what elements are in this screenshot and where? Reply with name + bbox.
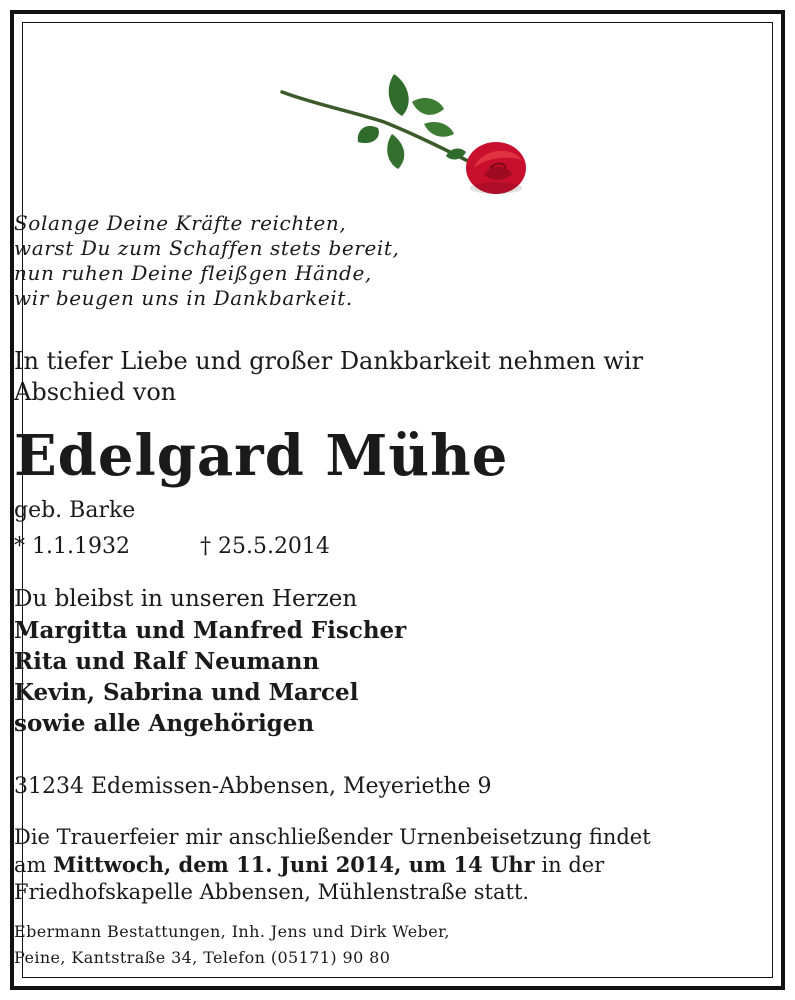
intro-text xyxy=(14,346,781,408)
undertaker-line: Ebermann Bestattungen, Inh. Jens und Dirk Weber, xyxy=(14,922,450,941)
birth-name: geb. Barke xyxy=(14,498,136,523)
mourner-name: Rita und Ralf Neumann xyxy=(14,648,320,675)
poem-line: wir beugen uns in Dankbarkeit. xyxy=(14,286,353,310)
obituary-frame xyxy=(10,10,785,990)
ceremony-post: in der xyxy=(541,853,605,877)
undertaker-line: Peine, Kantstraße 34, Telefon (05171) 90 80 xyxy=(14,948,391,967)
poem-verse xyxy=(14,211,781,311)
undertaker-info xyxy=(14,919,781,971)
poem-line: Solange Deine Kräfte reichten, xyxy=(14,211,347,235)
ceremony-notice xyxy=(14,824,781,906)
intro-line: Abschied von xyxy=(14,378,177,406)
family-address: 31234 Edemissen-Abbensen, Meyeriethe 9 xyxy=(14,774,492,799)
ceremony-line: Die Trauerfeier mir anschließender Urnenbeisetzung findet xyxy=(14,825,651,849)
mourner-name: Margitta und Manfred Fischer xyxy=(14,617,407,644)
deceased-name: Edelgard Mühe xyxy=(14,423,509,489)
ceremony-datetime: Mittwoch, dem 11. Juni 2014, um 14 Uhr xyxy=(53,852,535,877)
mourners-block xyxy=(14,584,781,739)
poem-line: warst Du zum Schaffen stets bereit, xyxy=(14,236,400,260)
ceremony-line xyxy=(14,851,781,879)
ceremony-pre: am xyxy=(14,853,47,877)
red-rose-icon xyxy=(274,64,534,204)
mourner-name: sowie alle Angehörigen xyxy=(14,710,315,737)
life-dates xyxy=(14,534,781,559)
poem-line: nun ruhen Deine fleißgen Hände, xyxy=(14,261,372,285)
closing-line: Du bleibst in unseren Herzen xyxy=(14,586,358,612)
ceremony-line: Friedhofskapelle Abbensen, Mühlenstraße statt. xyxy=(14,880,530,904)
mourner-name: Kevin, Sabrina und Marcel xyxy=(14,679,359,706)
birth-date: * 1.1.1932 xyxy=(14,534,130,559)
intro-line: In tiefer Liebe und großer Dankbarkeit nehmen wir xyxy=(14,347,644,375)
death-date: † 25.5.2014 xyxy=(199,534,330,559)
